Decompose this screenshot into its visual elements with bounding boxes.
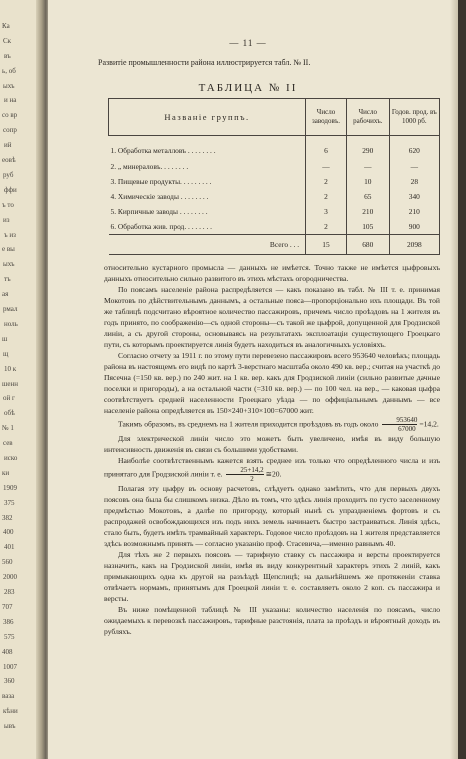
left-page-fragment: 360	[4, 677, 15, 686]
fraction-result: ≅20.	[265, 469, 282, 479]
left-page-fragment: со вр	[2, 111, 18, 120]
table-row	[109, 159, 440, 174]
left-page-fragment: 707	[2, 602, 13, 611]
row-name: Обработка металловъ . . . . . . . .	[117, 146, 216, 155]
paragraph-with-fraction	[104, 416, 440, 433]
total-production: 2098	[389, 235, 439, 255]
left-page-fragment: 401	[4, 543, 15, 552]
left-page-fragment: ффи	[4, 185, 17, 194]
paragraph: Согласно отчету за 1911 г. по этому пути перевезено пассажировъ всего 953640 человѣкъ; площадь района въ настоящемъ его видѣ по картѣ 3-верстнаго масштаба около 490 кв. вер.; считая на участкѣ до Пясечна (=150 кв. вер.) по 240 жит. на 1 кв. вер. какъ для Гродзиской линіи (сильно развитые дачные поселки и пригороды), а на остальной части (=310 кв. вер.) — по 100 чел. на вер., — каковая цыфра соотвѣтствуетъ средней населенности Гроецкаго уѣзда — по оффиціальнымъ даннымъ — все населеніе района опредѣляется въ 150×240+310×100=67000 жит.	[104, 351, 440, 415]
cell-workers: 10	[346, 174, 389, 189]
header-annual-production: Годов. прод. въ 1000 рб.	[389, 99, 439, 136]
left-page-fragment: 10 к	[4, 364, 17, 373]
row-number: 1.	[110, 146, 117, 155]
total-workers: 680	[346, 235, 389, 255]
table-row	[109, 204, 440, 219]
cell-production: 210	[389, 204, 439, 219]
left-page-fragment: 575	[4, 632, 15, 641]
cell-workers: 105	[346, 219, 389, 235]
row-label	[109, 159, 306, 174]
row-name: „ минераловъ. . . . . . . .	[117, 162, 189, 171]
left-page-fragment: 408	[2, 647, 13, 656]
row-number: 4.	[110, 192, 117, 201]
left-page-fragment: ноль	[4, 319, 18, 328]
left-page-fragment: 375	[4, 498, 15, 507]
row-number: 3.	[110, 177, 117, 186]
left-page-fragment: 382	[2, 513, 13, 522]
paragraph-text: Такимъ образомъ, въ среднемъ на 1 жителя приходится проѣздовъ въ годъ около	[118, 419, 379, 429]
right-page-edge	[458, 0, 466, 759]
left-page-fragment: ывъ	[4, 722, 16, 731]
industry-table	[108, 98, 440, 255]
cell-factories: 2	[306, 219, 347, 235]
left-page-fragment: ъ то	[2, 200, 14, 209]
denominator: 67000	[382, 424, 417, 433]
body-text	[104, 262, 440, 637]
left-page-fragment: иско	[4, 453, 18, 462]
left-page-fragment: тъ	[4, 275, 11, 284]
left-page-fragment: 2000	[3, 573, 17, 582]
row-label	[109, 204, 306, 219]
total-factories: 15	[306, 235, 347, 255]
row-name: Кирпичные заводы . . . . . . . .	[117, 207, 208, 216]
cell-factories: 2	[306, 174, 347, 189]
cell-workers: 210	[346, 204, 389, 219]
left-page-fragment: ыхъ	[3, 81, 15, 90]
row-number: 2.	[110, 162, 117, 171]
table-row	[109, 219, 440, 235]
left-page-fragment: Ка	[2, 22, 10, 30]
left-page-fragment: еовѣ	[2, 156, 16, 165]
paragraph-text: Наиболѣе соотвѣтственнымъ кажется взять среднее изъ только что опредѣленного числа и изъ принятаго для Гродзиской линіи т. е.	[104, 456, 440, 479]
fraction	[382, 416, 417, 433]
left-page-fragment: ки	[2, 468, 10, 477]
page-number: — 11 —	[229, 38, 267, 48]
numerator: 953640	[396, 416, 418, 424]
cell-factories: —	[306, 159, 347, 174]
cell-factories: 6	[306, 136, 347, 160]
paragraph: Въ ниже помѣщенной таблицѣ № III указаны: количество населенія по поясамъ, число ожидаемыхъ к перевозкѣ пассажировъ, тарифные разстоянія, плата за проѣздъ и вѣроятный доходъ въ рубляхъ.	[104, 605, 440, 636]
table-row	[109, 189, 440, 204]
left-page-fragment: кѣни	[3, 707, 18, 716]
left-page-fragment: щ	[3, 349, 9, 358]
row-name: Обработка жив. прод. . . . . . . .	[117, 222, 213, 231]
left-page-fragment: рмал	[3, 305, 18, 314]
numerator: 25+14,2	[240, 466, 264, 474]
paragraph: Полагая эту цыфру въ основу расчетовъ, слѣдуетъ однако замѣтить, что для первыхъ двухъ поясовъ она была бы слишкомъ низка. Дѣло въ томъ, что здѣсь линія проходитъ по густо заселенному предмѣстью Мокотовъ, а далѣе по пригороду, который нынѣ съ упраздненіемъ фортовъ и съ распродажей освобождающихся изъ подъ нихъ земель начинаетъ быстро застраиваться. Линія здѣсь, стало быть, будетъ имѣть трамвайный характеръ. Годовое число проѣздовъ на 1 жителя представляется здѣсь возможнымъ принять — согласно указанію проф. Стасевича,—именно равнымъ 40.	[104, 484, 440, 548]
left-page-fragment: № 1	[2, 424, 14, 433]
cell-workers: —	[346, 159, 389, 174]
left-page-fragment: въ	[4, 51, 11, 60]
left-page-fragment: сопр	[3, 126, 17, 135]
left-page-fragment: 560	[2, 558, 13, 567]
left-page-fragment: ий	[4, 141, 12, 150]
paragraph: Для электрической линіи число это можетъ быть увеличено, имѣя въ виду большую интенсивность движенія въ связи съ большими удобствами.	[104, 434, 440, 454]
left-page-fragment: ваза	[2, 692, 15, 701]
left-page-fragment: 386	[3, 617, 14, 626]
paragraph-with-fraction	[104, 455, 440, 483]
left-page-fragment: руб	[3, 170, 14, 179]
left-page-fragment: и на	[4, 96, 17, 105]
cell-workers: 290	[346, 136, 389, 160]
cell-factories: 3	[306, 204, 347, 219]
paragraph: По поясамъ населеніе района распредѣляется — какъ показано въ табл. № III т. е. принимая Мокотовъ по дѣйствительнымъ даннымъ, а остальные пояса—пропорціонально ихъ площади. Въ той же таблицѣ подсчитано вѣроятное количество пассажировъ, причемъ число проѣздовъ на 1 жителя въ годъ принято, по соображенію—съ одной стороны—съ такой же цыфрой, допущенной для Гродзиской линіи, а съ другой стороны, основываясь на результатахъ эксплоатаціи существующего Гроецкаго пути, съ которымъ проектируется линія будетъ находиться въ аналогичныхъ условіяхъ.	[104, 285, 440, 349]
table-row	[109, 136, 440, 160]
left-page-fragment: 283	[4, 588, 15, 597]
header-workers: Число рабочихъ.	[346, 99, 389, 136]
left-page-fragment: е вы	[2, 245, 15, 254]
cell-production: 28	[389, 174, 439, 189]
row-label	[109, 136, 306, 160]
intro-line: Развитіе промышленности района иллюстрируется табл. № II.	[98, 58, 311, 67]
left-page-fragment: ой г	[3, 394, 15, 403]
table-total-row	[109, 235, 440, 255]
left-page-fragment: сев	[3, 439, 13, 448]
total-label: Всего . . .	[109, 235, 306, 255]
row-name: Пищевые продукты. . . . . . . . .	[117, 177, 212, 186]
left-page-fragment: обѣ	[4, 409, 15, 418]
row-label	[109, 189, 306, 204]
paragraph: Для тѣхъ же 2 первыхъ поясовъ — тарифную ставку съ пассажира и версты проектируется назначить, какъ на Гродзиской линіи, имѣя въ виду конкурентный характеръ этихъ 2 линій, какъ примыкающихъ одна къ другой на разъѣздѣ Щепслицѣ; на дальнѣйшемъ же протяженіи ставка отвѣчаетъ нормамъ, принятымъ для Гроецкой линіи т. е. составляетъ около 2 коп. съ пассажира и версты.	[104, 550, 440, 603]
row-name: Химическіе заводы . . . . . . . .	[117, 192, 209, 201]
fraction-result: =14,2.	[419, 419, 439, 429]
left-page-fragment: из	[3, 215, 10, 224]
document-page	[48, 0, 458, 759]
left-page-fragment: шенн	[2, 379, 18, 388]
left-page-fragment: Ск	[3, 36, 12, 45]
header-group-name: Названіе группъ.	[109, 99, 306, 136]
fraction	[226, 466, 263, 483]
left-page-fragment: ъ из	[4, 230, 16, 239]
cell-production: —	[389, 159, 439, 174]
left-page-fragment: 1007	[3, 662, 17, 671]
denominator: 2	[226, 474, 263, 483]
left-page-fragment: ая	[2, 290, 9, 299]
left-page-fragment: ь, об	[2, 66, 16, 75]
left-page-fragment: 1909	[3, 483, 17, 492]
left-page-fragment: 400	[3, 528, 14, 537]
cell-production: 900	[389, 219, 439, 235]
header-factories: Число заводовъ.	[306, 99, 347, 136]
row-number: 5.	[110, 207, 117, 216]
table-title: ТАБЛИЦА № II	[198, 82, 298, 94]
cell-workers: 65	[346, 189, 389, 204]
left-page-fragment: ыхъ	[3, 260, 15, 269]
row-label	[109, 174, 306, 189]
row-label	[109, 219, 306, 235]
cell-production: 620	[389, 136, 439, 160]
cell-production: 340	[389, 189, 439, 204]
page-shading	[450, 0, 458, 759]
paragraph: относительно кустарного промысла — данныхъ не имѣется. Точно также не имѣется цыфровыхъ данныхъ относительно сильно развитого въ этихъ мѣстахъ огородничества.	[104, 263, 440, 283]
left-page-fragment: ш	[2, 334, 8, 343]
table-row	[109, 174, 440, 189]
row-number: 6.	[110, 222, 117, 231]
cell-factories: 2	[306, 189, 347, 204]
